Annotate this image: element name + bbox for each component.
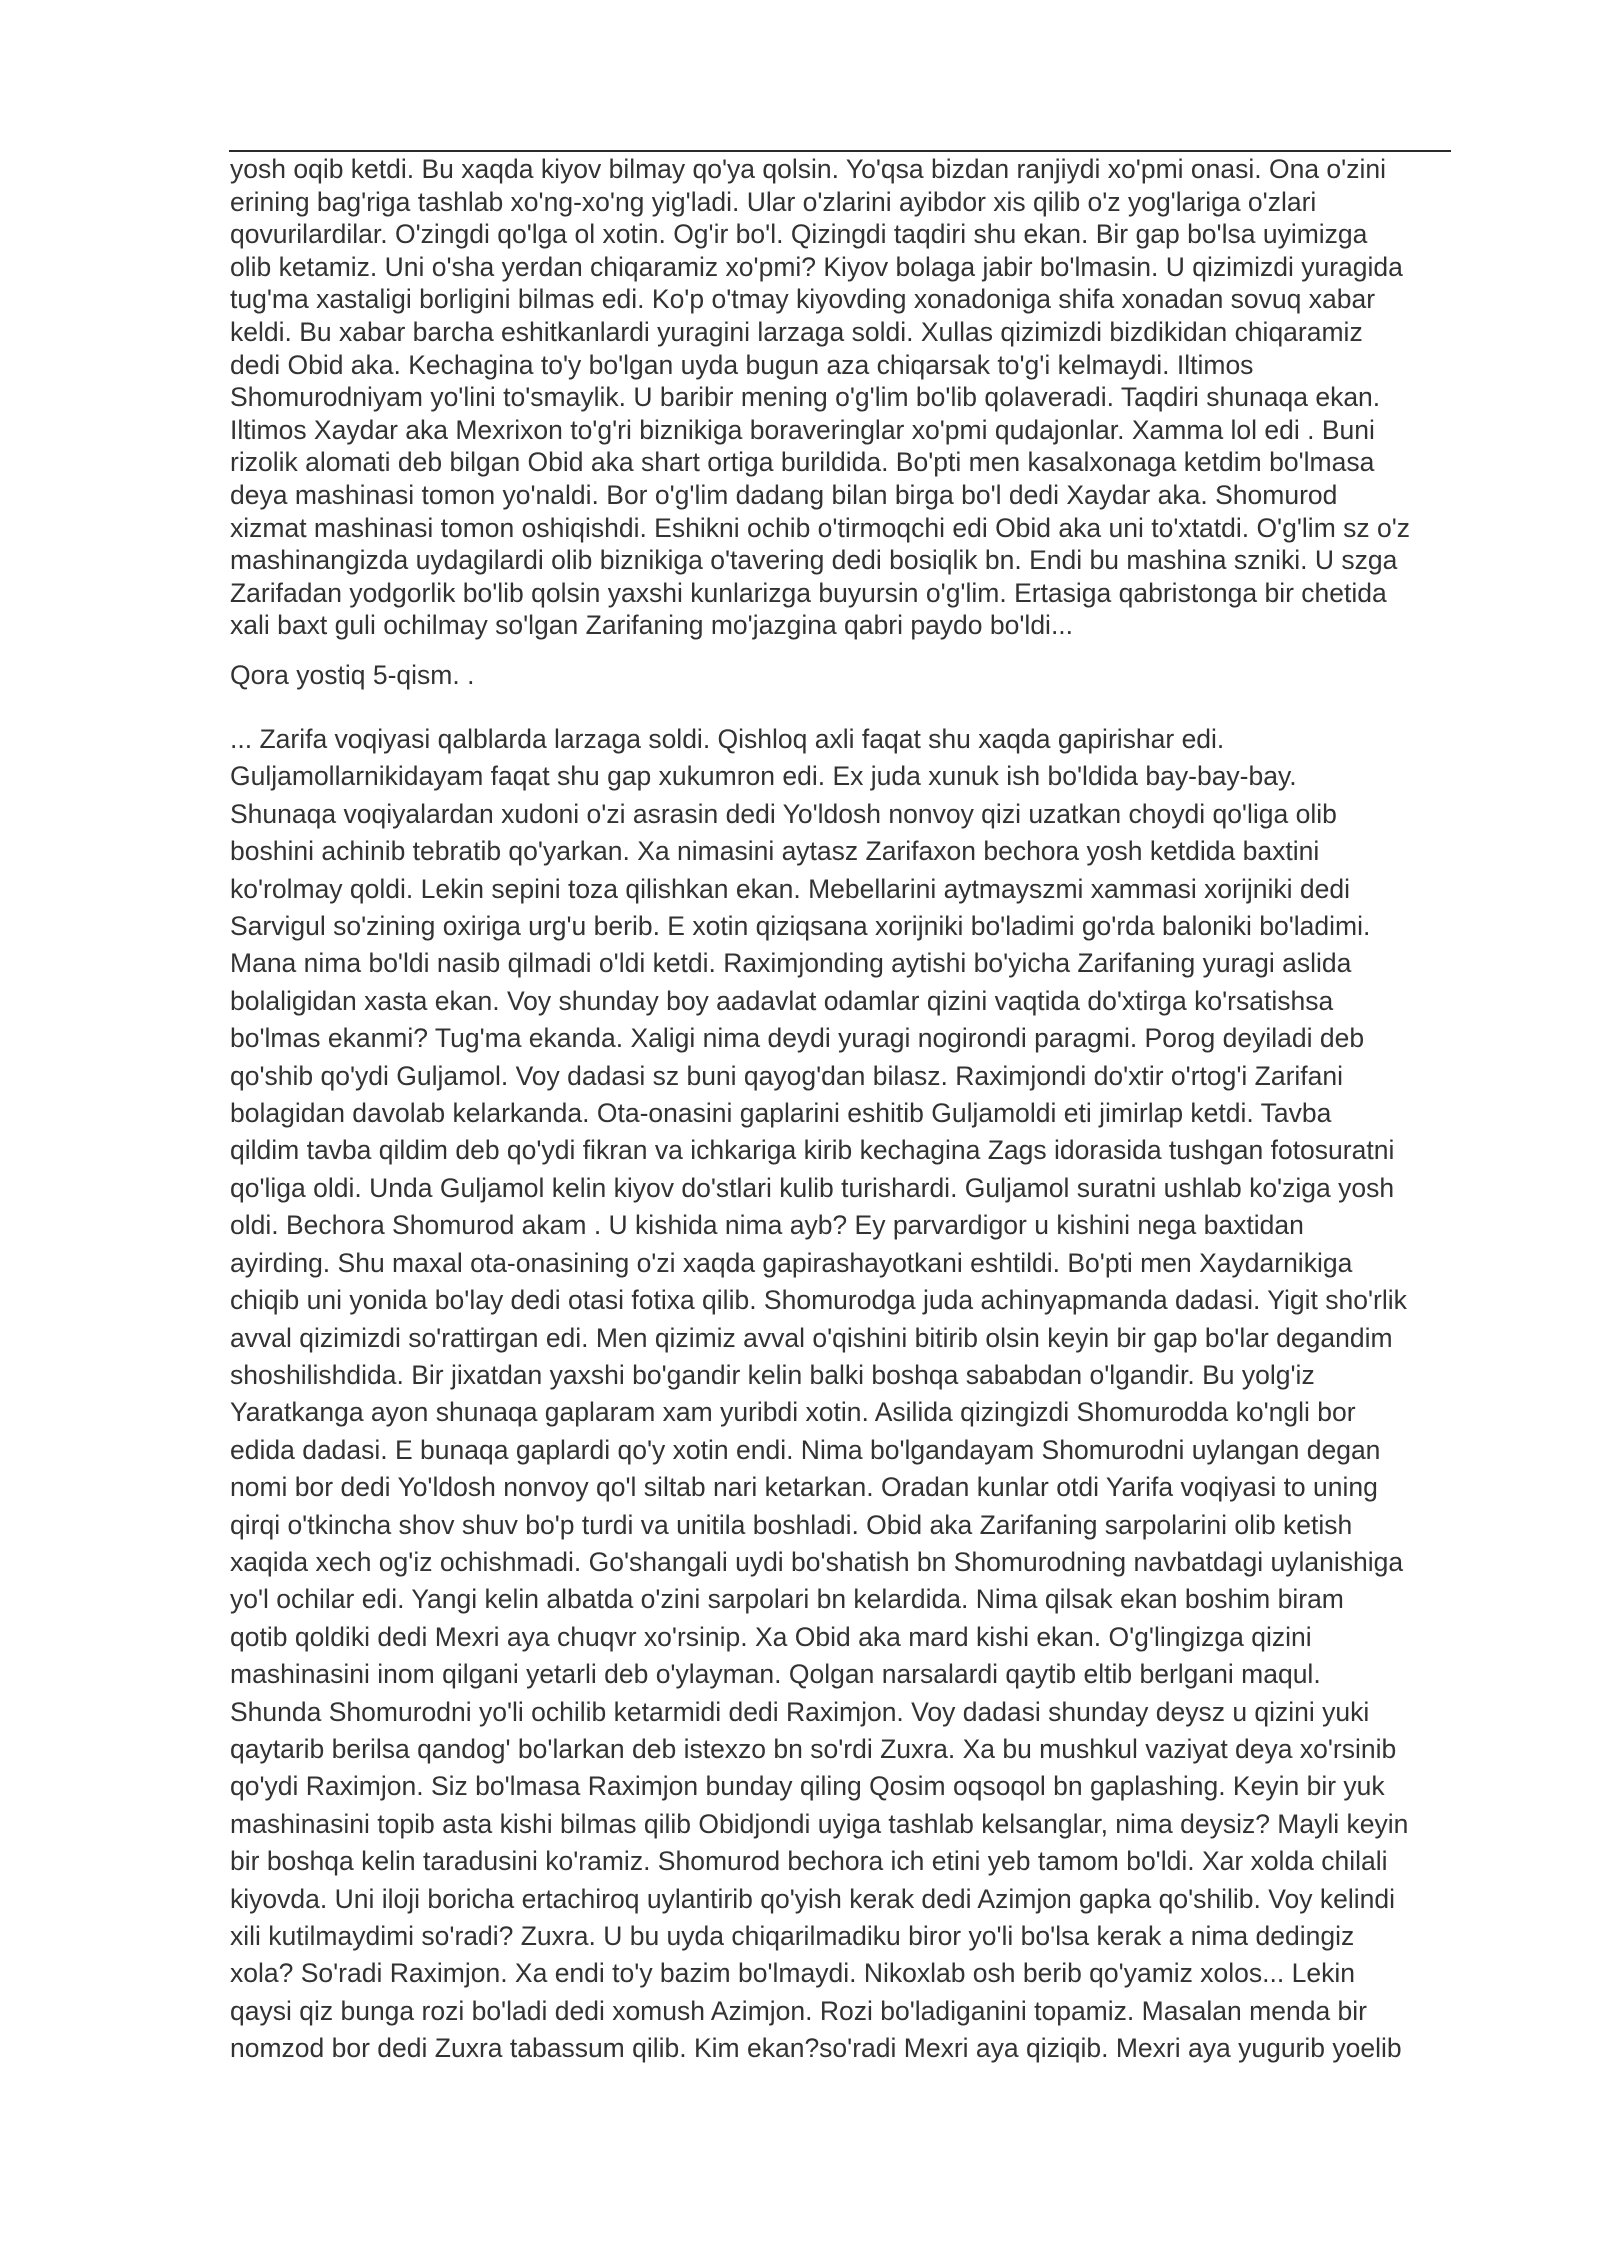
text-line: Shomurodniyam yo'lini to'smaylik. U baribir mening o'g'lim bo'lib qolaveradi. Taqdiri shunaqa ekan.: [230, 382, 1381, 413]
text-line: xizmat mashinasi tomon oshiqishdi. Eshikni ochib o'tirmoqchi edi Obid aka uni to'xtatdi. O'g'lim sz o'z: [230, 512, 1411, 543]
text-line: qirqi o'tkincha shov shuv bo'p turdi va unitila boshladi. Obid aka Zarifaning sarpolarini olib ketish: [230, 1509, 1353, 1540]
text-line: qo'ydi Raximjon. Siz bo'lmasa Raximjon bunday qiling Qosim oqsoqol bn gaplashing. Keyin bir yuk: [230, 1771, 1385, 1802]
text-line: xola? So'radi Raximjon. Xa endi to'y bazim bo'lmaydi. Nikoxlab osh berib qo'yamiz xolos... Lekin: [230, 1958, 1355, 1989]
text-line: qildim tavba qildim deb qo'ydi fikran va ichkariga kirib kechagina Zags idorasida tushgan fotosuratni: [230, 1135, 1395, 1166]
text-line: Shunaqa voqiyalardan xudoni o'zi asrasin dedi Yo'ldosh nonvoy qizi uzatkan choydi qo'liga olib: [230, 798, 1337, 829]
text-line: yosh oqib ketdi. Bu xaqda kiyov bilmay qo'ya qolsin. Yo'qsa bizdan ranjiydi xo'pmi onasi. Ona o'zini: [230, 154, 1386, 184]
text-line: keldi. Bu xabar barcha eshitkanlardi yuragini larzaga soldi. Xullas qizimizdi bizdikidan chiqaramiz: [230, 316, 1363, 347]
text-line: tug'ma xastaligi borligini bilmas edi. Ko'p o'tmay kiyovding xonadoniga shifa xonadan sovuq xabar: [230, 284, 1376, 315]
text-line: shoshilishdida. Bir jixatdan yaxshi bo'gandir kelin balki boshqa sababdan o'lgandir. Bu yolg'iz: [230, 1359, 1315, 1390]
text-line: boshini achinib tebratib qo'yarkan. Xa nimasini aytasz Zarifaxon bechora yosh ketdida baxtini: [230, 836, 1320, 867]
text-line: bir boshqa kelin taradusini ko'ramiz. Shomurod bechora ich etini yeb tamom bo'ldi. Xar xolda chilali: [230, 1846, 1388, 1877]
text-line: kiyovda. Uni iloji boricha ertachiroq uylantirib qo'yish kerak dedi Azimjon gapka qo'shilib. Voy kelindi: [230, 1883, 1395, 1914]
text-line: qo'liga oldi. Unda Guljamol kelin kiyov do'stlari kulib turishardi. Guljamol suratni ushlab ko'ziga yosh: [230, 1172, 1395, 1203]
text-line: xili kutilmaydimi so'radi? Zuxra. U bu uyda chiqarilmadiku biror yo'li bo'lsa kerak a nima dedingiz: [230, 1921, 1355, 1951]
text-line: Iltimos Xaydar aka Mexrixon to'g'ri biznikiga boraveringlar xo'pmi qudajonlar. Xamma lol edi . Buni: [230, 414, 1375, 445]
text-line: erining bag'riga tashlab xo'ng-xo'ng yig'ladi. Ular o'zlarini ayibdor xis qilib o'z yog'lariga o'zlari: [230, 186, 1317, 217]
text-line: qaytarib berilsa qandog' bo'larkan deb istexzo bn so'rdi Zuxra. Xa bu mushkul vaziyat deya xo'rsinib: [230, 1733, 1397, 1764]
text-line: avval qizimizdi so'rattirgan edi. Men qizimiz avval o'qishini bitirib olsin keyin bir gap bo'lar degandim: [230, 1322, 1393, 1353]
text-line: bolaligidan xasta ekan. Voy shunday boy aadavlat odamlar qizini vaqtida do'xtirga ko'rsatishsa: [230, 985, 1334, 1016]
text-line: xaqida xech og'iz ochishmadi. Go'shangali uydi bo'shatish bn Shomurodning navbatdagi uylanishiga: [230, 1546, 1404, 1577]
text-line: nomzod bor dedi Zuxra tabassum qilib. Kim ekan?so'radi Mexri aya qiziqib. Mexri aya yugurib yoelib: [230, 2033, 1402, 2064]
text-line: Zarifadan yodgorlik bo'lib qolsin yaxshi kunlarizga buyursin o'g'lim. Ertasiga qabristonga bir chetida: [230, 577, 1387, 608]
text-line: deya mashinasi tomon yo'naldi. Bor o'g'lim dadang bilan birga bo'l dedi Xaydar aka. Shomurod: [230, 479, 1338, 510]
text-line: Yaratkanga ayon shunaqa gaplaram xam yuribdi xotin. Asilida qizingizdi Shomurodda ko'ngli bor: [230, 1397, 1356, 1428]
text-line: yo'l ochilar edi. Yangi kelin albatda o'zini sarpolari bn kelardida. Nima qilsak ekan boshim biram: [230, 1584, 1344, 1615]
text-line: qaysi qiz bunga rozi bo'ladi dedi xomush Azimjon. Rozi bo'ladiganini topamiz. Masalan menda bir: [230, 1995, 1367, 2026]
text-line: Mana nima bo'ldi nasib qilmadi o'ldi ketdi. Raximjonding aytishi bo'yicha Zarifaning yuragi aslida: [230, 948, 1352, 979]
text-line: oldi. Bechora Shomurod akam . U kishida nima ayb? Ey parvardigor u kishini nega baxtidan: [230, 1210, 1304, 1241]
paragraph-part-4-ending: [230, 153, 1460, 642]
text-line: qotib qoldiki dedi Mexri aya chuqvr xo'rsinip. Xa Obid aka mard kishi ekan. O'g'lingizga qizini: [230, 1621, 1312, 1652]
text-line: mashinasini topib asta kishi bilmas qilib Obidjondi uyiga tashlab kelsanglar, nima deysiz? Mayli keyin: [230, 1808, 1409, 1839]
text-line: chiqib uni yonida bo'lay dedi otasi fotixa qilib. Shomurodga juda achinyapmanda dadasi. Yigit sho'rlik: [230, 1285, 1407, 1316]
paragraph-part-5: [230, 721, 1460, 2068]
text-line: edida dadasi. E bunaqa gaplardi qo'y xotin endi. Nima bo'lgandayam Shomurodni uylangan degan: [230, 1434, 1381, 1465]
text-line: ayirding. Shu maxal ota-onasining o'zi xaqda gapirashayotkani eshtildi. Bo'pti men Xaydarnikiga: [230, 1247, 1353, 1278]
section-heading: Qora yostiq 5-qism. .: [230, 660, 475, 690]
text-line: qovurilardilar. O'zingdi qo'lga ol xotin. Og'ir bo'l. Qizingdi taqdiri shu ekan. Bir gap bo'lsa uyimizga: [230, 219, 1368, 250]
text-line: olib ketamiz. Uni o'sha yerdan chiqaramiz xo'pmi? Kiyov bolaga jabir bo'lmasin. U qizimizdi yuragida: [230, 251, 1403, 282]
text-line: Guljamollarnikidayam faqat shu gap xukumron edi. Ex juda xunuk ish bo'ldida bay-bay-bay.: [230, 761, 1297, 792]
text-line: rizolik alomati deb bilgan Obid aka shart ortiga burildida. Bo'pti men kasalxonaga ketdim bo'lmasa: [230, 447, 1375, 478]
text-line: ko'rolmay qoldi. Lekin sepini toza qilishkan ekan. Mebellarini aytmayszmi xammasi xorijniki dedi: [230, 873, 1351, 904]
text-line: dedi Obid aka. Kechagina to'y bo'lgan uyda bugun aza chiqarsak to'g'i kelmaydi. Iltimos: [230, 349, 1254, 380]
text-line: xali baxt guli ochilmay so'lgan Zarifaning mo'jazgina qabri paydo bo'ldi...: [230, 610, 1074, 641]
text-line: Sarvigul so'zining oxiriga urg'u berib. E xotin qiziqsana xorijniki bo'ladimi go'rda baloniki bo'ladimi.: [230, 911, 1371, 942]
text-line: qo'shib qo'ydi Guljamol. Voy dadasi sz buni qayog'dan bilasz. Raximjondi do'xtir o'rtog'i Zarifani: [230, 1060, 1344, 1091]
text-line: mashinasini inom qilgani yetarli deb o'ylayman. Qolgan narsalardi qaytib eltib berlgani maqul.: [230, 1659, 1321, 1690]
text-line: Shunda Shomurodni yo'li ochilib ketarmidi dedi Raximjon. Voy dadasi shunday deysz u qizini yuki: [230, 1696, 1370, 1727]
text-line: ... Zarifa voqiyasi qalblarda larzaga soldi. Qishloq axli faqat shu xaqda gapirishar edi.: [230, 724, 1225, 754]
top-divider-line: [229, 150, 1451, 152]
text-line: nomi bor dedi Yo'ldosh nonvoy qo'l siltab nari ketarkan. Oradan kunlar otdi Yarifa voqiyasi to uning: [230, 1472, 1378, 1503]
text-line: mashinangizda uydagilardi olib biznikiga o'tavering dedi bosiqlik bn. Endi bu mashina szniki. U szga: [230, 545, 1398, 576]
text-line: bolagidan davolab kelarkanda. Ota-onasini gaplarini eshitib Guljamoldi eti jimirlap ketdi. Tavba: [230, 1098, 1332, 1129]
text-line: bo'lmas ekanmi? Tug'ma ekanda. Xaligi nima deydi yuragi nogirondi paragmi. Porog deyiladi deb: [230, 1023, 1365, 1054]
